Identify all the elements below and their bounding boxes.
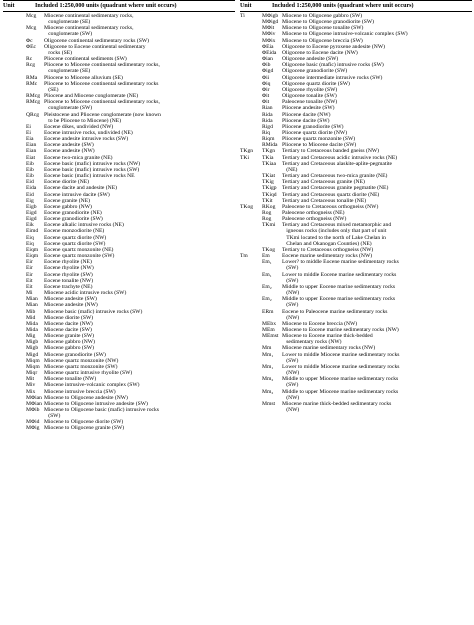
unit-code: Rcg [26, 62, 36, 69]
unit-code: Rc [26, 56, 33, 63]
unit-code: Eib [26, 160, 34, 167]
unit-code: Migd [26, 351, 39, 358]
unit-description: (NW) [282, 314, 300, 321]
table-header [3, 2, 235, 12]
unit-code: Mit [26, 376, 35, 383]
unit-description: Eocene granodiorite (NE) [44, 210, 102, 216]
unit-code: Miv [26, 382, 36, 389]
unit-description: Miocene basic (mafic) intrusive rocks (SW) [44, 308, 143, 315]
unit-code: Eiq [26, 240, 34, 247]
unit-code: Mida [26, 326, 38, 333]
unit-description: Miocene quartz monzonite (NW) [44, 357, 119, 364]
unit-description: Miocene to Oligocene granite (SW) [44, 425, 125, 432]
unit-code: TKgn [262, 148, 276, 155]
unit-code: RKog [262, 203, 276, 210]
unit-description: Pliocene to Miocene continental sedimentary rocks, [44, 99, 160, 106]
unit-code: Mix [26, 388, 36, 395]
unit-code: Eir [26, 271, 33, 278]
unit-description: Miocene andesite (NW) [44, 302, 98, 309]
unit-code: MΦigb [262, 13, 279, 19]
unit-description: Tertiary and Cretaceous granite (NE) [282, 179, 365, 186]
table-left-column [3, 0, 235, 432]
unit-code: Φian [262, 56, 273, 63]
unit-code: Eib [26, 166, 34, 173]
unit-code: Ei [26, 123, 31, 130]
unit-description: Oligocene continental sedimentary rocks (SW) [44, 37, 150, 44]
table-right-column [240, 0, 472, 413]
unit-code: Φigd [262, 68, 274, 75]
unit-code [262, 407, 282, 413]
table-row [240, 407, 472, 413]
unit-code: MΦiv [262, 31, 276, 38]
unit-description: Paleocene tonalite (NW) [282, 99, 338, 106]
unit-description: (SW) [282, 302, 299, 309]
unit-description: Miocene andesite (SW) [44, 296, 97, 303]
unit-code: Eik [26, 222, 34, 229]
unit-description: Eocene andesite intrusive rocks (SW) [44, 136, 129, 143]
unit-description: Eocene trachyte (NE) [44, 283, 93, 290]
unit-code: Eian [26, 148, 37, 155]
unit-description: Miocene to Oligocene intrusive andesite (SW) [44, 400, 148, 407]
unit-description: Pliocene to Miocene dacite (SW) [282, 142, 357, 149]
unit-code: ΦEia [262, 43, 274, 50]
unit-code: TKiqd [262, 191, 277, 198]
unit-description: Pliocene dacite (SW) [282, 117, 330, 124]
unit-description: Pliocene and Miocene conglomerate (NE) [44, 93, 139, 100]
unit-description: Eocene tonalite (NW) [44, 277, 94, 284]
unit-code: TKiaa [262, 160, 276, 167]
unit-description: Oligocene to Eocene pyroxene andesite (NW) [282, 43, 385, 50]
unit-description: conglomerate (SW) [44, 105, 93, 112]
header-included: Included 1:250,000 units (quadrant where unit occurs) [272, 3, 414, 9]
unit-code: MΦit [262, 25, 275, 32]
unit-code: Miqr [26, 370, 38, 377]
unit-description: Miocene quartz intrusive rhyolite (SW) [44, 370, 133, 377]
unit-description: Eocene basic (mafic) intrusive rocks (SW) [44, 166, 140, 173]
unit-code: QRcg [26, 111, 40, 118]
unit-code: RMc [26, 80, 38, 87]
unit-description: conglomerate (SW) [44, 31, 93, 38]
unit-description: Eocene monzodiorite (NE) [44, 228, 105, 235]
unit-description: Chelan and Okanogan Counties) (NE) [282, 240, 372, 247]
unit-code: Eiqm [26, 246, 39, 253]
unit-code: Mida [26, 320, 38, 327]
unit-description: Tertiary and Cretaceous acidic intrusive rocks (NE) [282, 154, 398, 161]
unit-code: Em₁ [262, 259, 272, 266]
unit-group [3, 425, 26, 431]
unit-description: Miocene gabbro (NW) [44, 339, 95, 346]
unit-code: Φit [262, 99, 270, 106]
unit-description: Eocene marine sedimentary rocks (NW) [282, 253, 373, 260]
unit-description: Eocene andesite (NW) [44, 148, 95, 155]
top-rule [240, 0, 472, 1]
unit-description: Miocene tonalite (NW) [44, 376, 97, 383]
unit-description: Miocene to Oligocene intrusive-volcanic complex (SW) [282, 31, 408, 38]
unit-description: to be Pliocene to Miocene) (NE) [44, 117, 122, 124]
header-included: Included 1:250,000 units (quadrant where unit occurs) [35, 3, 177, 9]
unit-code: Eit [26, 277, 33, 284]
unit-description: (SW) [282, 357, 299, 364]
unit-code: Em₂ [262, 283, 272, 290]
unit-description: Eocene intrusive rocks, undivided (NE) [44, 129, 133, 136]
unit-description: (SE) [44, 86, 59, 93]
unit-description: Miocene to Oligocene andesite (NW) [44, 394, 128, 401]
unit-description: Eocene two-mica granite (NE) [44, 154, 113, 161]
unit-description: Eocene diorite (NE) [44, 179, 90, 186]
unit-code: Riqm [262, 136, 275, 143]
unit-description: Oligocene rhyolite (SW) [282, 86, 338, 93]
unit-code: Mm [262, 345, 272, 352]
unit-description: Lower to middle Miocene marine sedimentary rocks [282, 363, 400, 370]
unit-description: Eocene to Paleocene marine sedimentary rocks [282, 308, 388, 315]
unit-description: Lower to middle Miocene marine sedimentary rocks [282, 351, 400, 358]
unit-description: TKmi located to the north of Lake Chelan in [282, 234, 386, 241]
unit-description: Oligocene tonalite (SW) [282, 93, 337, 100]
unit-description: Eocene alkalic intrusive rocks (NE) [44, 222, 124, 229]
table-header [240, 2, 472, 12]
unit-description: (NW) [282, 407, 300, 413]
unit-description: Tertiary and Cretaceous tonalite (NE) [282, 197, 367, 204]
unit-description: Pliocene quartz monzonite (SW) [282, 136, 356, 143]
unit-description: conglomerate (SE) [44, 19, 91, 26]
unit-description: Miocene to Eocene marine sedimentary rocks (NW) [282, 326, 399, 333]
unit-description: conglomerate (SE) [44, 68, 91, 75]
unit-description: Miocene marine sedimentary rocks (NW) [282, 345, 376, 352]
header-unit: Unit [240, 3, 252, 9]
unit-code: MΦig [26, 425, 40, 432]
unit-description: Pleistocene and Pliocene conglomerate (now known [44, 111, 161, 118]
unit-description: Pliocene granodiorite (SW) [282, 123, 344, 130]
unit-description: Miocene gabbro (SW) [44, 345, 95, 352]
unit-code: Mm₁ [262, 351, 274, 358]
unit-description: Miocene to Oligocene basic (mafic) intrusive rocks [44, 407, 159, 413]
unit-code: Mib [26, 308, 36, 315]
unit-code: Mig [26, 333, 36, 340]
unit-description: Miocene marine thick-bedded sedimentary rocks [282, 400, 392, 407]
unit-description: Eocene quartz diorite (SW) [44, 240, 106, 247]
unit-description: Eocene basic (mafic) intrusive rocks NE [44, 173, 135, 180]
unit-code: Mcg [26, 13, 37, 19]
left-rows [3, 12, 235, 432]
unit-description: Pliocene quartz diorite (NW) [282, 129, 348, 136]
unit-code: MΦix [262, 37, 276, 44]
unit-code: Rog [262, 210, 272, 216]
unit-description: (SW) [282, 382, 299, 389]
unit-description: (SW) [282, 265, 299, 272]
unit-description: Oligocene quartz diorite (SW) [282, 80, 350, 87]
unit-description: Tertiary and Cretaceous alaskite-aplite-pegmatite [282, 160, 393, 167]
unit-code: ERm [262, 308, 274, 315]
unit-group: TKog [240, 203, 254, 210]
unit-description: Tertiary and Cretaceous quartz diorite (NE) [282, 191, 380, 198]
unit-code: RMida [262, 142, 278, 149]
unit-code: Rida [262, 117, 273, 124]
unit-description: Eocene intrusive dacite (SW) [44, 191, 110, 198]
unit-description: Paleocene orthogneiss (NW) [282, 216, 347, 223]
unit-description: Eocene granodiorite (SW) [44, 216, 103, 223]
unit-description: Miocene continental sedimentary rocks, [44, 13, 134, 19]
unit-description: Eocene quartz monzonite (SW) [44, 253, 115, 260]
unit-code: MΦib [26, 407, 40, 413]
unit-code: Migb [26, 345, 39, 352]
unit-description: Middle to upper Eocene marine sedimentary rocks [282, 296, 396, 303]
unit-description: Eocene quartz monzonite (NE) [44, 246, 114, 253]
unit-description: Middle to upper Miocene marine sedimentary rocks [282, 376, 399, 383]
header-unit: Unit [3, 3, 15, 9]
unit-description: Paleocene to Cretaceous orthogneiss (NW) [282, 203, 379, 210]
unit-code: Eigd [26, 210, 37, 216]
unit-code: Eib [26, 173, 34, 180]
unit-description: Miocene to Oligocene diorite (SW) [44, 419, 124, 426]
unit-code: Rog [262, 216, 272, 223]
unit-code: Eiat [26, 154, 36, 161]
unit-code: Eiqm [26, 253, 39, 260]
unit-code: MEm [262, 326, 275, 333]
unit-code: ΦEida [262, 49, 277, 56]
unit-code: Φiq [262, 80, 271, 87]
unit-group: TKgn [240, 148, 254, 155]
unit-code: Φit [262, 93, 270, 100]
table-row [3, 425, 235, 431]
unit-description: Eocene dikes, undivided (NW) [44, 123, 114, 130]
unit-code: Φir [262, 86, 270, 93]
unit-description: Oligocene to Eocene continental sedimentary [44, 43, 146, 50]
unit-code: MEmst [262, 333, 279, 340]
unit-description: Miocene intrusive-volcanic complex (SW) [44, 382, 140, 389]
unit-code: Mm₁ [262, 363, 274, 370]
unit-description: Eocene andesite (SW) [44, 142, 94, 149]
unit-code: Mian [26, 302, 38, 309]
unit-code: TKigp [262, 185, 277, 192]
unit-description: igneous rocks (includes only that part of unit [282, 228, 387, 235]
unit-description: Miocene to Oligocene gabbro (SW) [282, 13, 363, 19]
unit-code: Ei [26, 129, 31, 136]
unit-description: Tertiary to Cretaceous orthogneiss (NW) [282, 246, 374, 253]
unit-description: (NW) [282, 394, 300, 401]
unit-description: Oligocene andesite (SW) [282, 56, 339, 63]
unit-description: Eocene granite (NE) [44, 197, 90, 204]
unit-description: Miocene to Oligocene tonalite (SW) [282, 25, 364, 32]
unit-description: Pliocene dacite (NW) [282, 111, 331, 118]
unit-code: Rigd [262, 123, 273, 130]
unit-description: Miocene to Eocene marine thick-bedded [282, 333, 373, 340]
unit-code: Eimd [26, 228, 39, 235]
unit-code: Eit [26, 283, 33, 290]
unit-code: RMcg [26, 99, 40, 106]
unit-code: Em [262, 253, 270, 260]
unit-code: Φii [262, 74, 270, 81]
unit-description: Miocene dacite (SW) [44, 326, 92, 333]
unit-description: Eocene rhyolite (SW) [44, 271, 93, 278]
unit-description: (NE) [282, 166, 298, 173]
unit-group: Tm [240, 253, 248, 260]
unit-code: Eid [26, 179, 34, 186]
unit-code: Eida [26, 185, 37, 192]
unit-code: Mmst [262, 400, 276, 407]
unit-description: Miocene dacite (NW) [44, 320, 93, 327]
unit-code: Eig [26, 197, 34, 204]
unit-description: Miocene diorite (SW) [44, 314, 94, 321]
unit-description: Eocene rhyolite (NE) [44, 259, 92, 266]
unit-code: Eid [26, 191, 34, 198]
unit-code: Eigd [26, 216, 37, 223]
unit-description: (SW) [44, 413, 61, 420]
unit-code: Eir [26, 265, 33, 272]
unit-description: (SW) [282, 277, 299, 284]
unit-code: Mcg [26, 25, 37, 32]
unit-description: Pliocene continental sediments (SW) [44, 56, 127, 63]
unit-code: Riq [262, 129, 271, 136]
unit-code: TKia [262, 154, 274, 161]
unit-code: TKit [262, 197, 273, 204]
unit-description: (NW) [282, 290, 300, 297]
unit-description: Lower? to middle Eocene marine sedimentary rocks [282, 259, 399, 266]
unit-code: RMa [26, 74, 38, 81]
unit-code: Em₁ [262, 271, 272, 278]
unit-description: Paleocene orthogneiss (NE) [282, 210, 345, 216]
unit-code: TKmi [262, 222, 276, 229]
unit-description: (NW) [282, 370, 300, 377]
unit-code: Mi [26, 290, 33, 297]
unit-code: Mm₂ [262, 388, 274, 395]
unit-code: Eigb [26, 203, 37, 210]
unit-description: Miocene quartz monzonite (SW) [44, 363, 118, 370]
unit-description: Oligocene intermediate intrusive rocks (SW) [282, 74, 383, 81]
unit-code: Miqm [26, 363, 40, 370]
right-rows [240, 12, 472, 413]
unit-description: Middle to upper Miocene marine sedimentary rocks [282, 388, 399, 395]
unit-group: Ti [240, 13, 245, 19]
unit-code: MΦian [26, 400, 42, 407]
unit-code: Eian [26, 142, 37, 149]
unit-description: Eocene quartz diorite (NW) [44, 234, 107, 241]
unit-description: Miocene granodiorite (SW) [44, 351, 106, 358]
unit-description: Oligocene to Eocene dacite (NW) [282, 49, 358, 56]
unit-description: Miocene continental sedimentary rocks, [44, 25, 134, 32]
unit-group: TKi [240, 154, 250, 161]
unit-description: Pliocene to Miocene alluvium (SE) [44, 74, 123, 81]
unit-code: RMcg [26, 93, 40, 100]
unit-code: MEbx [262, 320, 276, 327]
unit-description: Oligocene granodiorite (SW) [282, 68, 348, 75]
unit-code: Rida [262, 111, 273, 118]
unit-code: Em₂ [262, 296, 272, 303]
unit-description: Miocene to Oligocene breccia (SW) [282, 37, 363, 44]
unit-description: Oligocene basic (mafic) intrusive rocks (SW) [282, 62, 384, 69]
unit-code: Mian [26, 296, 38, 303]
top-rule [3, 0, 235, 1]
unit-description: Tertiary to Cretaceous banded gneiss (NW) [282, 148, 379, 155]
unit-code: Mid [26, 314, 36, 321]
unit-code: TKiat [262, 173, 276, 180]
unit-code: Eiq [26, 234, 34, 241]
unit-code: Eir [26, 259, 33, 266]
unit-description: Tertiary and Cretaceous mixed metamorphic and [282, 222, 392, 229]
unit-description: rocks (SE) [44, 49, 72, 56]
unit-code: MΦid [26, 419, 40, 426]
unit-description: Miocene intrusive breccia (SW) [44, 388, 116, 395]
unit-code: Eia [26, 136, 34, 143]
unit-code: Φc [26, 37, 33, 44]
unit-description: Tertiary and Cretaceous granite pegmatite (NE) [282, 185, 389, 192]
unit-description: Middle to upper Eocene marine sedimentary rocks [282, 283, 396, 290]
unit-code: Φib [262, 62, 271, 69]
unit-code: Migb [26, 339, 39, 346]
unit-code: Miqm [26, 357, 40, 364]
unit-code: TKig [262, 179, 274, 186]
unit-code: Mm₂ [262, 376, 274, 383]
unit-description: sedimentary rocks (NW) [282, 339, 342, 346]
unit-description: Pliocene to Miocene continental sedimentary rocks [44, 80, 159, 87]
unit-code: ΦEc [26, 43, 36, 50]
unit-description: Miocene to Eocene breccia (NW) [282, 320, 358, 327]
unit-description: Miocene granite (SW) [44, 333, 95, 340]
unit-group [240, 407, 262, 413]
unit-description: Eocene basic (mafic) intrusive rocks (NW) [44, 160, 141, 167]
unit-description: Lower to middle Eocene marine sedimentary rocks [282, 271, 397, 278]
unit-description: Miocene acidic intrusive rocks (SW) [44, 290, 127, 297]
unit-description: Miocene to Oligocene granodiorite (SW) [282, 19, 374, 26]
unit-description: Pliocene andesite (SW) [282, 105, 335, 112]
unit-description: Tertiary and Cretaceous two-mica granite (NE) [282, 173, 388, 180]
unit-code: TKog [262, 246, 276, 253]
unit-code: Rian [262, 105, 273, 112]
unit-description: Pliocene to Miocene continental sedimentary rocks, [44, 62, 160, 69]
unit-description: Eocene rhyolite (NW) [44, 265, 94, 272]
unit-code: MΦian [26, 394, 42, 401]
unit-code: MΦigd [262, 19, 279, 26]
unit-description: Eocene gabbro (NW) [44, 203, 92, 210]
unit-description: Eocene dacite and andesite (NE) [44, 185, 117, 192]
